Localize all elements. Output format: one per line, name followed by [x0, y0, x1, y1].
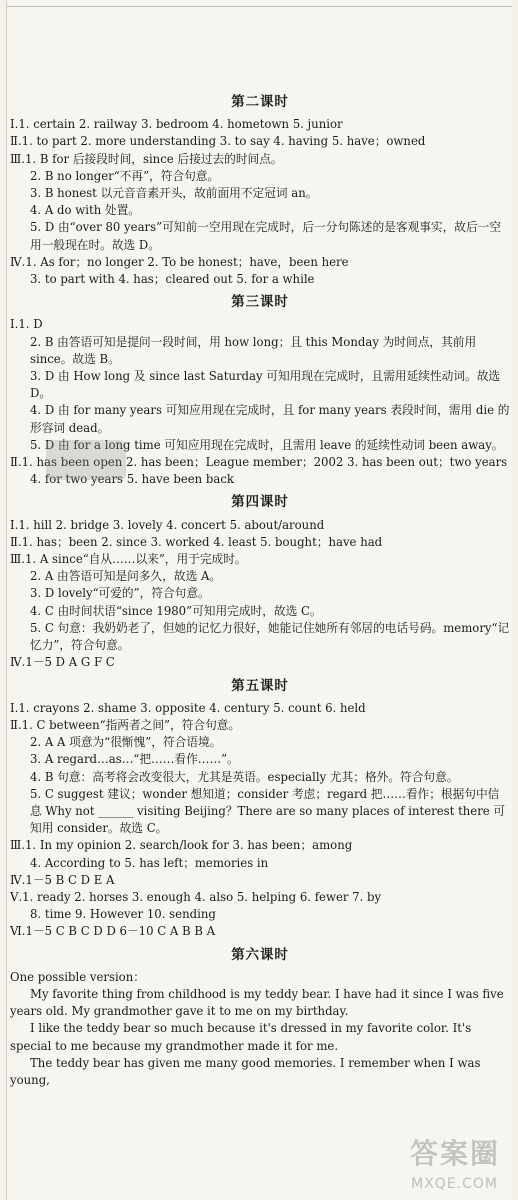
answer-line: 2. A A 项意为“很惭愧”，符合语境。: [30, 735, 222, 750]
answer-line: Ⅰ.1. hill 2. bridge 3. lovely 4. concert 5. about/around: [10, 517, 325, 532]
answer-line: Ⅰ.1. certain 2. railway 3. bedroom 4. hometown 5. junior: [10, 117, 343, 132]
watermark-url: MXQE.COM: [411, 1176, 498, 1192]
essay-heading: One possible version：: [10, 969, 145, 984]
answer-line: Ⅱ.1. has；been 2. since 3. worked 4. least 5. bought；have had: [10, 534, 383, 549]
answer-line: Ⅲ.1. In my opinion 2. search/look for 3. has been；among: [10, 838, 353, 853]
section-title: 第四课时: [231, 494, 289, 511]
answer-line: 2. B no longer“不再”，符合句意。: [30, 168, 220, 183]
answer-line: Ⅰ.1. crayons 2. shame 3. opposite 4. century 5. count 6. held: [10, 700, 366, 715]
answer-line: 2. A 由答语可知是问多久，故选 A。: [30, 569, 222, 584]
top-rule: [6, 6, 512, 7]
answer-line: Ⅳ.1. As for；no longer 2. To be honest；have，been here: [10, 254, 349, 269]
answer-line: 3. A regard…as…“把……看作……”。: [30, 752, 239, 767]
site-watermark: [376, 1132, 506, 1192]
answer-content: [10, 88, 510, 1089]
answer-line: 4. B 句意：高考将会改变很大，尤其是英语。especially 尤其；格外。符合句意。: [30, 769, 459, 784]
answer-line: Ⅱ.1. has been open 2. has been；League member；2002 3. has been out；two years: [10, 455, 508, 470]
answer-line: 2. B 由答语可知是提问一段时间，用 how long；且 this Monday 为时间点，其前用 since。故选 B。: [30, 334, 477, 366]
section-title: 第六课时: [231, 946, 289, 963]
answer-line: Ⅲ.1. B for 后接段时间，since 后接过去的时间点。: [10, 151, 283, 166]
answer-line: 5. C 句意：我奶奶老了，但她的记忆力很好，她能记住她所有邻居的电话号码。memory“记忆力”，符合句意。: [30, 620, 510, 653]
section-title: 第五课时: [231, 677, 289, 694]
answer-line: 3. B honest 以元音音素开头，故前面用不定冠词 an。: [30, 186, 318, 201]
answer-line: Ⅳ.1－5 B C D E A: [10, 872, 115, 887]
stamp-watermark: [46, 440, 126, 480]
answer-line: Ⅵ.1－5 C B C D D 6－10 C A B B A: [10, 924, 216, 939]
essay-paragraph: My favorite thing from childhood is my teddy bear. I have had it since I was five years old. My grandmother gave it to me on my birthday.: [10, 986, 504, 1019]
section-title: 第三课时: [231, 294, 289, 311]
answer-page: [6, 0, 512, 1200]
sample-essay: [10, 969, 510, 1089]
binding-edge: [6, 0, 7, 1200]
answer-line: Ⅱ.1. C between“指两者之间”，符合句意。: [10, 717, 241, 732]
answer-line: 5. D 由“over 80 years”可知前一空用现在完成时，后一分句陈述的是客观事实，故后一空用一般现在时。故选 D。: [30, 220, 502, 252]
answer-line: 4. C 由时间状语“since 1980”可知用完成时，故选 C。: [30, 603, 322, 618]
answer-line: 4. According to 5. has left；memories in: [30, 855, 269, 870]
answer-line: Ⅳ.1－5 D A G F C: [10, 655, 115, 670]
answer-line: 3. D lovely“可爱的”，符合句意。: [30, 586, 210, 601]
answer-line: Ⅲ.1. A since“自从……以来”，用于完成时。: [10, 552, 247, 567]
essay-paragraph: The teddy bear has given me many good memories. I remember when I was young,: [10, 1055, 481, 1087]
answer-line: 4. for two years 5. have been back: [30, 472, 235, 487]
answer-line: 3. to part with 4. has；cleared out 5. for a while: [30, 272, 315, 287]
answer-line: 5. D 由 for a long time 可知应用现在完成时，且需用 leave 的延续性动词 been away。: [30, 437, 504, 452]
answer-line: 4. A do with 处置。: [30, 203, 140, 218]
section-title: 第二课时: [231, 94, 289, 110]
answer-line: Ⅱ.1. to part 2. more understanding 3. to say 4. having 5. have；owned: [10, 134, 426, 149]
essay-paragraph: I like the teddy bear so much because it's dressed in my favorite color. It's special to me because my grandmother made it for me.: [10, 1021, 472, 1053]
answer-line: 5. C suggest 建议；wonder 想知道；consider 考虑；regard 把……看作；根据句中信息 Why not ______ visiting Beijing？There are so many places of interest there 可知用 consider。故选 C。: [30, 786, 506, 836]
answer-line: 3. D 由 How long 及 since last Saturday 可知用现在完成时，且需用延续性动词。故选 D。: [30, 369, 501, 401]
answer-line: 4. D 由 for many years 可知应用现在完成时，且 for many years 表段时间，需用 die 的形容词 dead。: [30, 403, 510, 435]
answer-line: Ⅰ.1. D: [10, 317, 43, 332]
answer-line: Ⅴ.1. ready 2. horses 3. enough 4. also 5. helping 6. fewer 7. by: [10, 889, 382, 904]
answer-line: 8. time 9. However 10. sending: [30, 907, 216, 922]
watermark-logo: 答案圈: [409, 1137, 500, 1170]
